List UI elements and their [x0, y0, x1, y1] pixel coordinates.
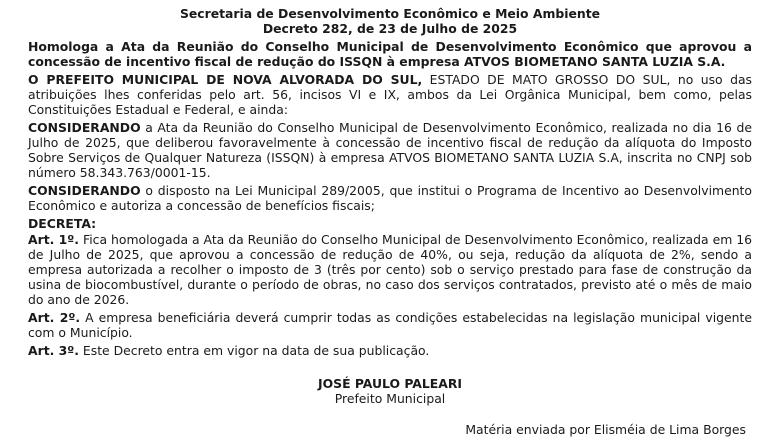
signature-role: Prefeito Municipal — [334, 391, 446, 406]
considerando-2-lead: CONSIDERANDO — [28, 183, 141, 198]
decree-title: Decreto 282, de 23 de Julho de 2025 — [262, 21, 518, 36]
decreta-heading: DECRETA: — [28, 216, 97, 231]
considerando-2-text: o disposto na Lei Municipal 289/2005, que institui o Programa de Incentivo ao Desenvolvimento Econômico e autoriza a concessão de benefícios fiscais; — [28, 183, 752, 213]
considerando-1 — [28, 120, 752, 180]
article-1 — [28, 232, 752, 307]
preambulo-text: ESTADO DE MATO GROSSO DO SUL, no uso das atribuições lhes conferidas pelo art. 56, incisos VI e IX, ambos da Lei Orgânica Municipal, bem como, pelas Constituições Estadual e Federal, e ainda: — [28, 72, 753, 117]
article-2-text: A empresa beneficiária deverá cumprir todas as condições estabelecidas na legislação municipal vigente com o Município. — [28, 310, 752, 340]
considerando-1-text: a Ata da Reunião do Conselho Municipal de Desenvolvimento Econômico, realizada no dia 16 de Julho de 2025, que deliberou favoravelmente à concessão de incentivo fiscal de redução da alíquota do Imposto Sobre Serviços de Qualquer Natureza (ISSQN) à empresa ATVOS BIOMETANO SANTA LUZIA S.A, inscrita no CNPJ sob número 58.343.763/0001-15. — [28, 120, 752, 180]
secretaria-title: Secretaria de Desenvolvimento Econômico e Meio Ambiente — [179, 6, 601, 21]
article-1-text: Fica homologada a Ata da Reunião do Conselho Municipal de Desenvolvimento Econômico, realizada em 16 de Julho de 2025, que aprovou a concessão de redução de 40%, ou seja, redução da alíquota de 2%, sendo a empresa autorizada a recolher o imposto de 3 (três por cento) sob o serviço prestado para fase de construção da usina de biocombustível, durante o período de obras, no caso dos serviços contratados, previsto até o mês de maio do ano de 2026. — [28, 232, 752, 307]
signature-block — [28, 376, 752, 406]
signature-name: JOSÉ PAULO PALEARI — [318, 376, 462, 391]
article-2 — [28, 310, 752, 340]
considerando-1-lead: CONSIDERANDO — [28, 120, 141, 135]
preambulo — [28, 72, 752, 117]
article-2-label: Art. 2º. — [28, 310, 81, 325]
footer-sender: Matéria enviada por Elisméia de Lima Borges — [465, 422, 746, 437]
considerando-2 — [28, 183, 752, 213]
article-3-text: Este Decreto entra em vigor na data de sua publicação. — [78, 343, 430, 358]
ementa: Homologa a Ata da Reunião do Conselho Municipal de Desenvolvimento Econômico que aprovou a concessão de incentivo fiscal de redução do ISSQN à empresa ATVOS BIOMETANO SANTA LUZIA S.A. — [28, 39, 752, 69]
article-3-label: Art. 3º. — [28, 343, 79, 358]
preambulo-lead: O PREFEITO MUNICIPAL DE NOVA ALVORADA DO SUL, — [28, 72, 423, 87]
article-3 — [28, 343, 752, 358]
article-1-label: Art. 1º. — [28, 232, 79, 247]
